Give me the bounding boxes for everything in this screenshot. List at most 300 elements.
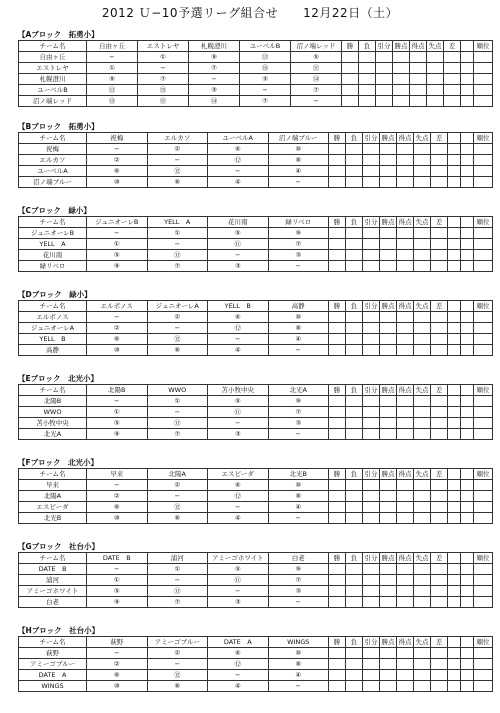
empty-cell xyxy=(376,63,393,74)
empty-cell xyxy=(363,564,380,575)
empty-cell xyxy=(397,323,414,334)
team-column-header: 浦河 xyxy=(147,553,208,564)
empty-cell xyxy=(414,575,431,586)
team-column-header: 苫小牧中央 xyxy=(208,385,269,396)
empty-cell xyxy=(380,261,397,272)
team-row xyxy=(19,586,493,597)
stat-header: 得点 xyxy=(398,637,412,646)
stat-header: 引分 xyxy=(364,301,378,310)
empty-cell xyxy=(431,681,448,692)
match-number: ⑭ xyxy=(189,96,240,107)
match-number: ⑫ xyxy=(208,491,269,502)
empty-cell xyxy=(346,155,363,166)
empty-cell xyxy=(474,480,493,491)
empty-cell xyxy=(363,659,380,670)
empty-cell xyxy=(329,407,346,418)
team-row xyxy=(19,345,493,356)
stat-header: 差 xyxy=(431,217,448,228)
empty-cell xyxy=(474,575,493,586)
block-c xyxy=(18,206,492,272)
empty-cell xyxy=(329,144,346,155)
match-number: − xyxy=(87,144,148,155)
match-number: ⑨ xyxy=(87,74,138,85)
stat-header: 勝点 xyxy=(381,553,395,562)
match-number: − xyxy=(147,155,208,166)
empty-cell xyxy=(380,480,397,491)
match-number: ③ xyxy=(268,250,329,261)
match-number: ⑩ xyxy=(87,681,148,692)
empty-cell xyxy=(363,250,380,261)
page-title: 2012 Ｕ−10予選リーグ組合せ 12月22日（土） xyxy=(101,6,399,20)
empty-cell xyxy=(346,491,363,502)
empty-cell xyxy=(363,334,380,345)
team-row xyxy=(19,96,493,107)
empty-cell xyxy=(414,491,431,502)
stat-header: 失点 xyxy=(415,217,429,226)
team-row xyxy=(19,155,493,166)
empty-cell xyxy=(431,670,448,681)
empty-cell xyxy=(448,250,461,261)
match-number: ⑫ xyxy=(147,334,208,345)
empty-cell xyxy=(474,670,493,681)
empty-cell xyxy=(342,96,359,107)
stat-header: 失点 xyxy=(415,469,429,478)
empty-cell xyxy=(329,564,346,575)
empty-cell xyxy=(431,155,448,166)
empty-cell xyxy=(461,85,474,96)
standings-table xyxy=(18,40,493,107)
match-number: ⑬ xyxy=(87,85,138,96)
match-number: − xyxy=(208,586,269,597)
block-e xyxy=(18,374,492,440)
match-number: ① xyxy=(147,228,208,239)
empty-cell xyxy=(363,429,380,440)
empty-cell xyxy=(363,480,380,491)
match-number: ⑪ xyxy=(208,575,269,586)
team-name: 北陽A xyxy=(19,491,87,502)
match-number: ⑤ xyxy=(87,250,148,261)
match-number: − xyxy=(87,228,148,239)
empty-cell xyxy=(448,586,461,597)
empty-cell xyxy=(346,670,363,681)
empty-cell xyxy=(474,659,493,670)
match-number: − xyxy=(147,239,208,250)
team-name: ジュニオーレA xyxy=(19,323,87,334)
team-row xyxy=(19,177,493,188)
empty-cell xyxy=(414,586,431,597)
empty-cell xyxy=(397,597,414,608)
match-number: ③ xyxy=(189,85,240,96)
empty-cell xyxy=(474,513,493,524)
empty-cell xyxy=(414,239,431,250)
match-number: ③ xyxy=(268,418,329,429)
empty-cell xyxy=(474,648,493,659)
header-row xyxy=(19,637,493,648)
empty-cell xyxy=(431,597,448,608)
empty-cell xyxy=(474,312,493,323)
empty-cell xyxy=(380,429,397,440)
match-number: − xyxy=(87,396,148,407)
empty-cell xyxy=(380,166,397,177)
stat-header: 失点 xyxy=(415,301,429,310)
match-number: ① xyxy=(147,396,208,407)
blank-header xyxy=(448,217,461,228)
empty-cell xyxy=(414,334,431,345)
stat-header: 得点 xyxy=(398,553,412,562)
empty-cell xyxy=(346,564,363,575)
empty-cell xyxy=(410,85,427,96)
match-number: − xyxy=(87,564,148,575)
match-number: ④ xyxy=(208,681,269,692)
empty-cell xyxy=(414,429,431,440)
stat-header: 負 xyxy=(346,217,363,228)
empty-cell xyxy=(461,407,474,418)
empty-cell xyxy=(346,312,363,323)
empty-cell xyxy=(329,239,346,250)
stat-header: 負 xyxy=(346,637,363,648)
team-column-header: WWO xyxy=(147,385,208,396)
team-row xyxy=(19,670,493,681)
empty-cell xyxy=(397,345,414,356)
empty-cell xyxy=(397,513,414,524)
match-number: ⑩ xyxy=(87,177,148,188)
empty-cell xyxy=(427,63,444,74)
rank-header: 順位 xyxy=(474,133,493,144)
stat-header: 差 xyxy=(431,301,448,312)
empty-cell xyxy=(431,429,448,440)
match-number: ⑪ xyxy=(147,586,208,597)
match-number: − xyxy=(240,85,291,96)
stat-header: 差 xyxy=(431,385,448,396)
empty-cell xyxy=(474,418,493,429)
empty-cell xyxy=(393,63,410,74)
empty-cell xyxy=(448,491,461,502)
match-number: ⑪ xyxy=(147,418,208,429)
empty-cell xyxy=(380,407,397,418)
team-name-header: チーム名 xyxy=(19,637,87,648)
stat-header: 失点 xyxy=(415,385,429,394)
match-number: − xyxy=(208,166,269,177)
empty-cell xyxy=(397,407,414,418)
match-number: ① xyxy=(147,564,208,575)
empty-cell xyxy=(397,177,414,188)
match-number: ⑤ xyxy=(87,418,148,429)
empty-cell xyxy=(363,239,380,250)
empty-cell xyxy=(397,648,414,659)
empty-cell xyxy=(342,63,359,74)
empty-cell xyxy=(448,597,461,608)
empty-cell xyxy=(380,564,397,575)
match-number: ⑭ xyxy=(291,74,342,85)
empty-cell xyxy=(414,345,431,356)
empty-cell xyxy=(448,407,461,418)
empty-cell xyxy=(346,250,363,261)
empty-cell xyxy=(431,250,448,261)
empty-cell xyxy=(359,52,376,63)
empty-cell xyxy=(414,597,431,608)
team-name: DATE A xyxy=(19,670,87,681)
match-number: ⑫ xyxy=(147,166,208,177)
team-column-header: アミーゴホワイト xyxy=(208,553,269,564)
match-number: ⑩ xyxy=(268,144,329,155)
empty-cell xyxy=(397,429,414,440)
team-column-header: アミーゴブルー xyxy=(147,637,208,648)
empty-cell xyxy=(397,681,414,692)
stat-header: 負 xyxy=(359,41,376,52)
empty-cell xyxy=(397,670,414,681)
empty-cell xyxy=(363,418,380,429)
match-number: ⑥ xyxy=(87,670,148,681)
empty-cell xyxy=(329,396,346,407)
empty-cell xyxy=(363,166,380,177)
empty-cell xyxy=(461,144,474,155)
empty-cell xyxy=(448,513,461,524)
empty-cell xyxy=(474,323,493,334)
stat-header: 引分 xyxy=(364,553,378,562)
empty-cell xyxy=(363,228,380,239)
stat-header: 得点 xyxy=(411,41,425,50)
empty-cell xyxy=(329,334,346,345)
empty-cell xyxy=(448,648,461,659)
blank-header xyxy=(461,41,474,52)
header-row xyxy=(19,301,493,312)
empty-cell xyxy=(329,681,346,692)
team-column-header: YELL B xyxy=(208,301,269,312)
team-column-header: エスピーダ xyxy=(208,469,269,480)
stat-header: 引分 xyxy=(364,469,378,478)
empty-cell xyxy=(346,418,363,429)
empty-cell xyxy=(342,74,359,85)
team-column-header: 沼ノ端ブルー xyxy=(268,133,329,144)
empty-cell xyxy=(380,323,397,334)
empty-cell xyxy=(474,491,493,502)
empty-cell xyxy=(448,323,461,334)
blank-header xyxy=(461,133,474,144)
empty-cell xyxy=(346,323,363,334)
empty-cell xyxy=(461,480,474,491)
empty-cell xyxy=(346,429,363,440)
team-column-header: 北光A xyxy=(268,385,329,396)
stat-header: 勝 xyxy=(342,41,359,52)
stat-header: 負 xyxy=(346,133,363,144)
empty-cell xyxy=(380,597,397,608)
empty-cell xyxy=(461,648,474,659)
empty-cell xyxy=(444,85,461,96)
empty-cell xyxy=(346,239,363,250)
team-row xyxy=(19,597,493,608)
empty-cell xyxy=(474,85,493,96)
stat-header: 勝 xyxy=(329,385,346,396)
block-label: 【Bブロック 拓勇小】 xyxy=(18,122,99,131)
match-number: ⑪ xyxy=(291,63,342,74)
match-number: − xyxy=(268,681,329,692)
empty-cell xyxy=(363,491,380,502)
empty-cell xyxy=(474,597,493,608)
empty-cell xyxy=(363,648,380,659)
match-number: ② xyxy=(87,659,148,670)
empty-cell xyxy=(346,648,363,659)
match-number: ⑤ xyxy=(87,586,148,597)
team-name-header: チーム名 xyxy=(19,301,87,312)
empty-cell xyxy=(431,323,448,334)
empty-cell xyxy=(474,396,493,407)
empty-cell xyxy=(346,407,363,418)
empty-cell xyxy=(380,670,397,681)
empty-cell xyxy=(474,52,493,63)
match-number: ④ xyxy=(268,166,329,177)
match-number: ② xyxy=(147,144,208,155)
team-name: 沼ノ端レッド xyxy=(19,96,87,107)
empty-cell xyxy=(414,396,431,407)
empty-cell xyxy=(380,502,397,513)
empty-cell xyxy=(393,96,410,107)
stat-header: 差 xyxy=(431,469,448,480)
empty-cell xyxy=(461,177,474,188)
empty-cell xyxy=(461,96,474,107)
team-row xyxy=(19,575,493,586)
empty-cell xyxy=(431,345,448,356)
match-number: ③ xyxy=(208,597,269,608)
team-name: 沼ノ端ブルー xyxy=(19,177,87,188)
team-name: アミーゴブルー xyxy=(19,659,87,670)
empty-cell xyxy=(397,396,414,407)
empty-cell xyxy=(346,228,363,239)
team-row xyxy=(19,480,493,491)
team-name: エルカソ xyxy=(19,155,87,166)
stat-header: 得点 xyxy=(398,301,412,310)
empty-cell xyxy=(461,659,474,670)
stat-header: 引分 xyxy=(377,41,391,50)
empty-cell xyxy=(359,96,376,107)
empty-cell xyxy=(448,345,461,356)
match-number: ⑪ xyxy=(138,96,189,107)
block-f xyxy=(18,458,492,524)
block-h xyxy=(18,626,492,692)
match-number: − xyxy=(268,429,329,440)
match-number: ⑨ xyxy=(268,396,329,407)
team-name-header: チーム名 xyxy=(19,469,87,480)
empty-cell xyxy=(363,502,380,513)
empty-cell xyxy=(397,491,414,502)
stat-header: 勝点 xyxy=(381,217,395,226)
empty-cell xyxy=(474,250,493,261)
empty-cell xyxy=(346,681,363,692)
empty-cell xyxy=(461,681,474,692)
team-row xyxy=(19,418,493,429)
empty-cell xyxy=(448,144,461,155)
empty-cell xyxy=(431,418,448,429)
blank-header xyxy=(448,385,461,396)
empty-cell xyxy=(380,345,397,356)
stat-header: 失点 xyxy=(415,637,429,646)
team-row xyxy=(19,334,493,345)
empty-cell xyxy=(461,261,474,272)
match-number: ⑪ xyxy=(208,407,269,418)
stat-header: 引分 xyxy=(364,637,378,646)
empty-cell xyxy=(427,74,444,85)
team-row xyxy=(19,648,493,659)
empty-cell xyxy=(474,144,493,155)
empty-cell xyxy=(448,155,461,166)
empty-cell xyxy=(380,659,397,670)
team-name: 北陽B xyxy=(19,396,87,407)
empty-cell xyxy=(380,681,397,692)
match-number: − xyxy=(189,74,240,85)
empty-cell xyxy=(329,323,346,334)
empty-cell xyxy=(431,586,448,597)
stat-header: 勝 xyxy=(329,133,346,144)
empty-cell xyxy=(380,228,397,239)
team-name: 萩野 xyxy=(19,648,87,659)
empty-cell xyxy=(363,312,380,323)
team-name: 浦河 xyxy=(19,575,87,586)
empty-cell xyxy=(474,681,493,692)
empty-cell xyxy=(329,177,346,188)
team-name: WWO xyxy=(19,407,87,418)
team-name: 自由ヶ丘 xyxy=(19,52,87,63)
empty-cell xyxy=(448,670,461,681)
empty-cell xyxy=(448,261,461,272)
match-number: ⑮ xyxy=(87,96,138,107)
empty-cell xyxy=(414,564,431,575)
empty-cell xyxy=(329,575,346,586)
match-number: ⑥ xyxy=(208,480,269,491)
match-number: ⑫ xyxy=(147,670,208,681)
team-row xyxy=(19,144,493,155)
match-number: − xyxy=(268,597,329,608)
match-number: ⑥ xyxy=(87,334,148,345)
empty-cell xyxy=(410,63,427,74)
empty-cell xyxy=(474,334,493,345)
stat-header: 負 xyxy=(346,469,363,480)
team-row xyxy=(19,312,493,323)
match-number: ④ xyxy=(208,513,269,524)
blank-header xyxy=(461,637,474,648)
team-row xyxy=(19,85,493,96)
team-column-header: 萩野 xyxy=(87,637,148,648)
empty-cell xyxy=(461,491,474,502)
rank-header: 順位 xyxy=(474,385,493,396)
empty-cell xyxy=(414,312,431,323)
match-number: ⑨ xyxy=(268,564,329,575)
stat-header: 引分 xyxy=(364,385,378,394)
team-name: 高静 xyxy=(19,345,87,356)
match-number: ⑤ xyxy=(291,52,342,63)
team-row xyxy=(19,250,493,261)
team-column-header: 自由ヶ丘 xyxy=(87,41,138,52)
empty-cell xyxy=(431,166,448,177)
empty-cell xyxy=(448,659,461,670)
empty-cell xyxy=(414,513,431,524)
empty-cell xyxy=(474,63,493,74)
empty-cell xyxy=(448,177,461,188)
stat-header: 差 xyxy=(431,553,448,564)
empty-cell xyxy=(474,155,493,166)
empty-cell xyxy=(363,155,380,166)
empty-cell xyxy=(461,166,474,177)
header-row xyxy=(19,385,493,396)
empty-cell xyxy=(376,74,393,85)
match-number: ⑦ xyxy=(147,261,208,272)
empty-cell xyxy=(346,261,363,272)
match-number: ⑮ xyxy=(240,63,291,74)
match-number: ⑫ xyxy=(147,502,208,513)
rank-header: 順位 xyxy=(474,637,493,648)
empty-cell xyxy=(363,681,380,692)
empty-cell xyxy=(461,312,474,323)
block-b xyxy=(18,122,492,188)
stat-header: 得点 xyxy=(398,385,412,394)
